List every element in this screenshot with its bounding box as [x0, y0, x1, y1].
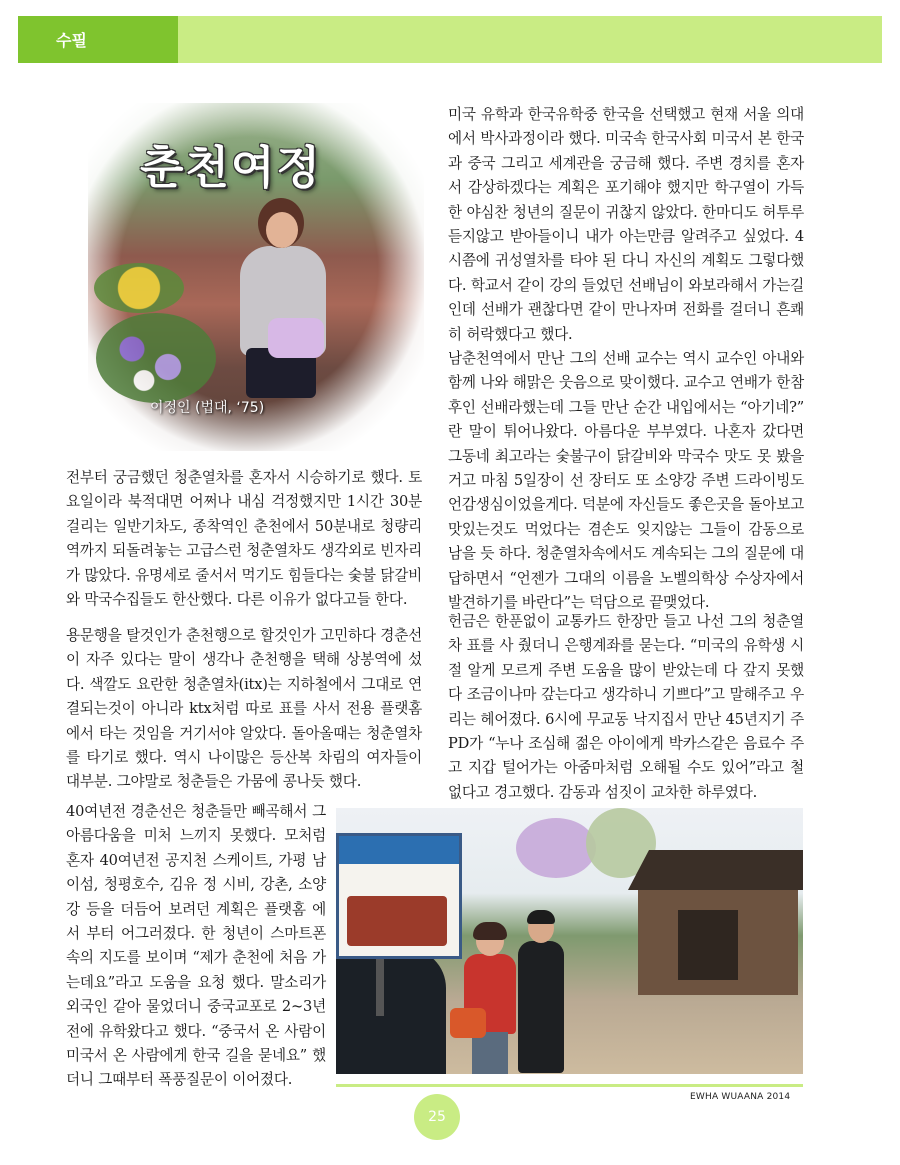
header-band	[178, 16, 882, 63]
page-number-badge	[414, 1094, 460, 1140]
photo-restaurant-sign	[336, 833, 462, 959]
paragraph-right-3: 헌금은 한푼없이 교통카드 한장만 들고 나선 그의 청춘열차 표를 사 줬더니 은행계좌를 묻는다. “미국의 유학생 시절 알게 모르게 주변 도움을 많이 받았는데 다 갚지 못했다 조금이나마 갚는다고 생각하니 기쁘다”고 말해주고 우리는 헤어졌다. 6시에 무교동 낙지집서 만난 45년지기 주 PD가 “누나 조심해 젊은 아이에게 박카스같은 음료수 주고 지갑 털어가는 아줌마처럼 오해될 수도 있어”라고 철없다고 경고했다. 감동과 섬짓이 교차한 하루였다.	[448, 613, 804, 801]
section-label: 수필	[56, 31, 87, 50]
photo-tree	[516, 818, 596, 878]
photo-author-figure	[238, 198, 328, 398]
header-section-block	[18, 16, 178, 63]
photo-car	[336, 948, 446, 1074]
photo-man-figure	[518, 913, 564, 1073]
page-number: 25	[428, 1109, 446, 1125]
paragraph-right-2: 남춘천역에서 만난 그의 선배 교수는 역시 교수인 아내와 함께 나와 해맑은 웃음으로 맞이했다. 교수고 연배가 한참 후인 선배라했는데 그들 만난 순간 내입에서는 “아기네?” 란 말이 튀어나왔다. 아름다운 부부였다. 나혼자 갔다면 그동네 최고라는 숯불구이 닭갈비와 막국수 맛도 못 봤을 거고 마침 5일장이 선 장터도 또 소양강 주변 드라이빙도 언감생심이었을게다. 덕분에 자신들도 좋은곳을 돌아보고 맛있는것도 먹었다는 겸손도 잊지않는 그들이 감동으로 남을 듯 하다. 청춘열차속에서도 계속되는 그의 질문에 대답하면서 “언젠가 그대의 이름을 노벨의학상 수상자에서 발견하기를 바란다”는 덕담으로 끝맺었다.	[448, 350, 804, 612]
photo-restaurant-building	[628, 850, 803, 995]
photo-woman-figure	[462, 926, 518, 1074]
paragraph-left-1: 전부터 궁금했던 청춘열차를 혼자서 시승하기로 했다. 토요일이라 북적대면 어쩌나 내심 걱정했지만 1시간 30분 걸리는 일반기차도, 종착역인 춘천에서 50분내로 청량리역까지 되돌려놓는 고급스런 청춘열차도 생각외로 빈자리가 많았다. 유명세로 줄서서 먹기도 힘들다는 숯불 닭갈비와 막국수집들도 한산했다. 다른 이유가 없다고들 한다.	[66, 469, 422, 609]
author-photo	[88, 103, 424, 451]
author-byline: 이정인 (법대, ‘75)	[150, 400, 265, 416]
article-title: 춘천여정	[140, 141, 322, 194]
publication-name: EWHA WUAANA 2014	[690, 1092, 791, 1102]
photo-sign-post	[376, 956, 384, 1016]
paragraph-left-3: 40여년전 경춘선은 청춘들만 빼곡해서 그 아름다움을 미처 느끼지 못했다. 모처럼 혼자 40여년전 공지천 스케이트, 가평 남이섬, 청평호수, 김유 정 시비, 강촌, 소양강 등을 더듬어 보려던 계획은 플랫홈 에서 부터 어그러졌다. 한 청년이 스마트폰속의 지도를 보이며 “제가 춘천에 처음 가는데요”라고 도움을 요청 했다. 말소리가 외국인 같아 물었더니 중국교포로 2~3년 전에 유학왔다고 했다. “중국서 온 사람이 미국서 온 사람에게 한국 길을 묻네요” 했더니 그때부터 폭풍질문이 이어졌다.	[66, 803, 326, 1089]
photo-flowers-purple	[96, 313, 216, 403]
photo-flowers-yellow	[94, 263, 184, 313]
footer-rule	[336, 1084, 803, 1087]
paragraph-left-2: 용문행을 탈것인가 춘천행으로 할것인가 고민하다 경춘선이 자주 있다는 말이 생각나 춘천행을 택해 상봉역에 섰다. 색깔도 요란한 청춘열차(itx)는 지하철에서 그대로 연결되는것이 아니라 ktx처럼 따로 표를 사서 전용 플랫홈에서 타는 것임을 거기서야 알았다. 돌아올때는 청춘열차를 타기로 했다. 역시 나이많은 등산복 차림의 여자들이 대부분. 그야말로 청춘들은 가뭄에 콩나듯 했다.	[66, 627, 422, 791]
paragraph-right-1: 미국 유학과 한국유학중 한국을 선택했고 현재 서울 의대에서 박사과정이라 했다. 미국속 한국사회 미국서 본 한국과 중국 그리고 세계관을 궁금해 했다. 주변 경치를 혼자서 감상하겠다는 계획은 포기해야 했지만 학구열이 가득한 야심찬 청년의 질문이 귀찮지 않았다. 한마디도 허투루 듣지않고 받아들이니 내가 아는만큼 알려주고 싶었다. 4시쯤에 귀성열차를 타야 된 다니 자신의 계획도 그렇다했다. 학교서 같이 강의 들었던 선배님이 와보라해서 가는길인데 선배가 괜찮다면 같이 만나자며 전화를 걸더니 흔쾌히 허락했다고 했다.	[448, 106, 804, 343]
trip-photo	[336, 808, 803, 1074]
